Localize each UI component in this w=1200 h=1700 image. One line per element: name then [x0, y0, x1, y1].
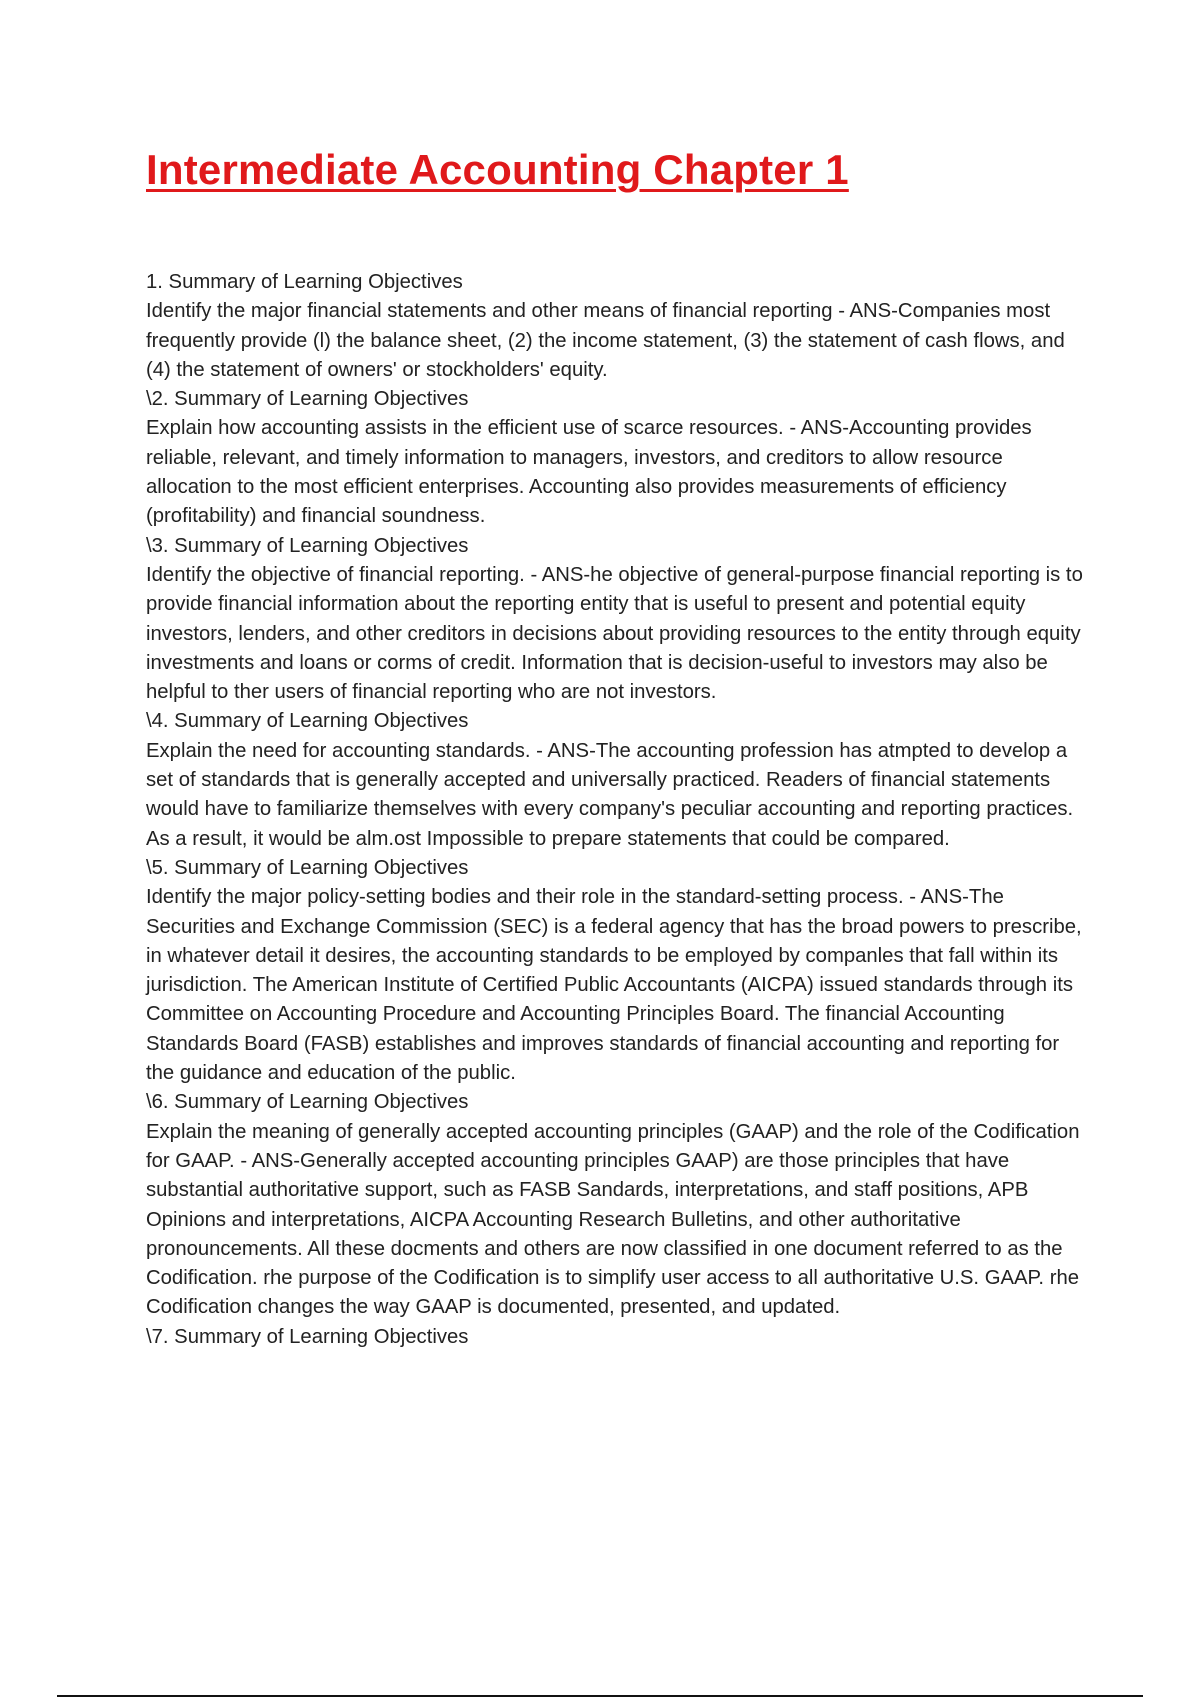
entry-body: Explain how accounting assists in the efficient use of scarce resources. - ANS-Accounting provides reliable, relevant, and timely information to managers, investors, and creditors to allow resource allocation to the most efficient enterprises. Accounting also provides measurements of efficiency (profitability) and financial soundness. [146, 417, 1032, 528]
entry-body: Identify the major financial statements and other means of financial reporting - ANS-Companies most frequently provide (l) the balance sheet, (2) the income statement, (3) the statement of cash flows, and (4) the statement of owners' or stockholders' equity. [146, 300, 1065, 381]
entry-body: Identify the objective of financial reporting. - ANS-he objective of general-purpose financial reporting is to provide financial information about the reporting entity that is useful to present and potential equity investors, lenders, and other creditors in decisions about providing resources to the entity through equity investments and loans or corms of credit. Information that is decision-useful to investors may also be helpful to ther users of financial reporting who are not investors. [146, 563, 1083, 704]
entry-heading: 1. Summary of Learning Objectives [146, 271, 463, 293]
entry-body: Identify the major policy-setting bodies and their role in the standard-setting process. - ANS-The Securities and Exchange Commission (SEC) is a federal agency that has the broad powers to prescribe, in whatever detail it desires, the accounting standards to be employed by companles that fall within its jurisdiction. The American Institute of Certified Public Accountants (AICPA) issued standards through its Committee on Accounting Procedure and Accounting Principles Board. The financial Accounting Standards Board (FASB) establishes and improves standards of financial accounting and reporting for the guidance and education of the public. [146, 886, 1082, 1085]
entry-heading: \7. Summary of Learning Objectives [146, 1325, 469, 1348]
entry-heading: \3. Summary of Learning Objectives [146, 534, 469, 557]
entry-heading: \4. Summary of Learning Objectives [146, 710, 469, 733]
entry-body: Explain the need for accounting standards. - ANS-The accounting profession has atmpted to develop a set of standards that is generally accepted and universally practiced. Readers of financial statements would have to familiarize themselves with every company's peculiar accounting and reporting practices. As a result, it would be alm.ost Impossible to prepare statements that could be compared. [146, 739, 1074, 850]
entry-heading: \5. Summary of Learning Objectives [146, 856, 469, 879]
entry-body: Explain the meaning of generally accepted accounting principles (GAAP) and the role of the Codification for GAAP. - ANS-Generally accepted accounting principles GAAP) are those principles that have substantial authoritative support, such as FASB Sandards, interpretations, and staff positions, APB Opinions and interpretations, AICPA Accounting Research Bulletins, and other authoritative pronouncements. All these docments and others are now classified in one document referred to as the Codification. rhe purpose of the Codification is to simplify user access to all authoritative U.S. GAAP. rhe Codification changes the way GAAP is documented, presented, and updated. [146, 1120, 1080, 1319]
entry-heading: \6. Summary of Learning Objectives [146, 1091, 469, 1114]
document-body [146, 268, 1086, 1352]
footer-divider [57, 1695, 1143, 1697]
page-title: Intermediate Accounting Chapter 1 [146, 146, 849, 193]
entry-heading: \2. Summary of Learning Objectives [146, 388, 469, 411]
